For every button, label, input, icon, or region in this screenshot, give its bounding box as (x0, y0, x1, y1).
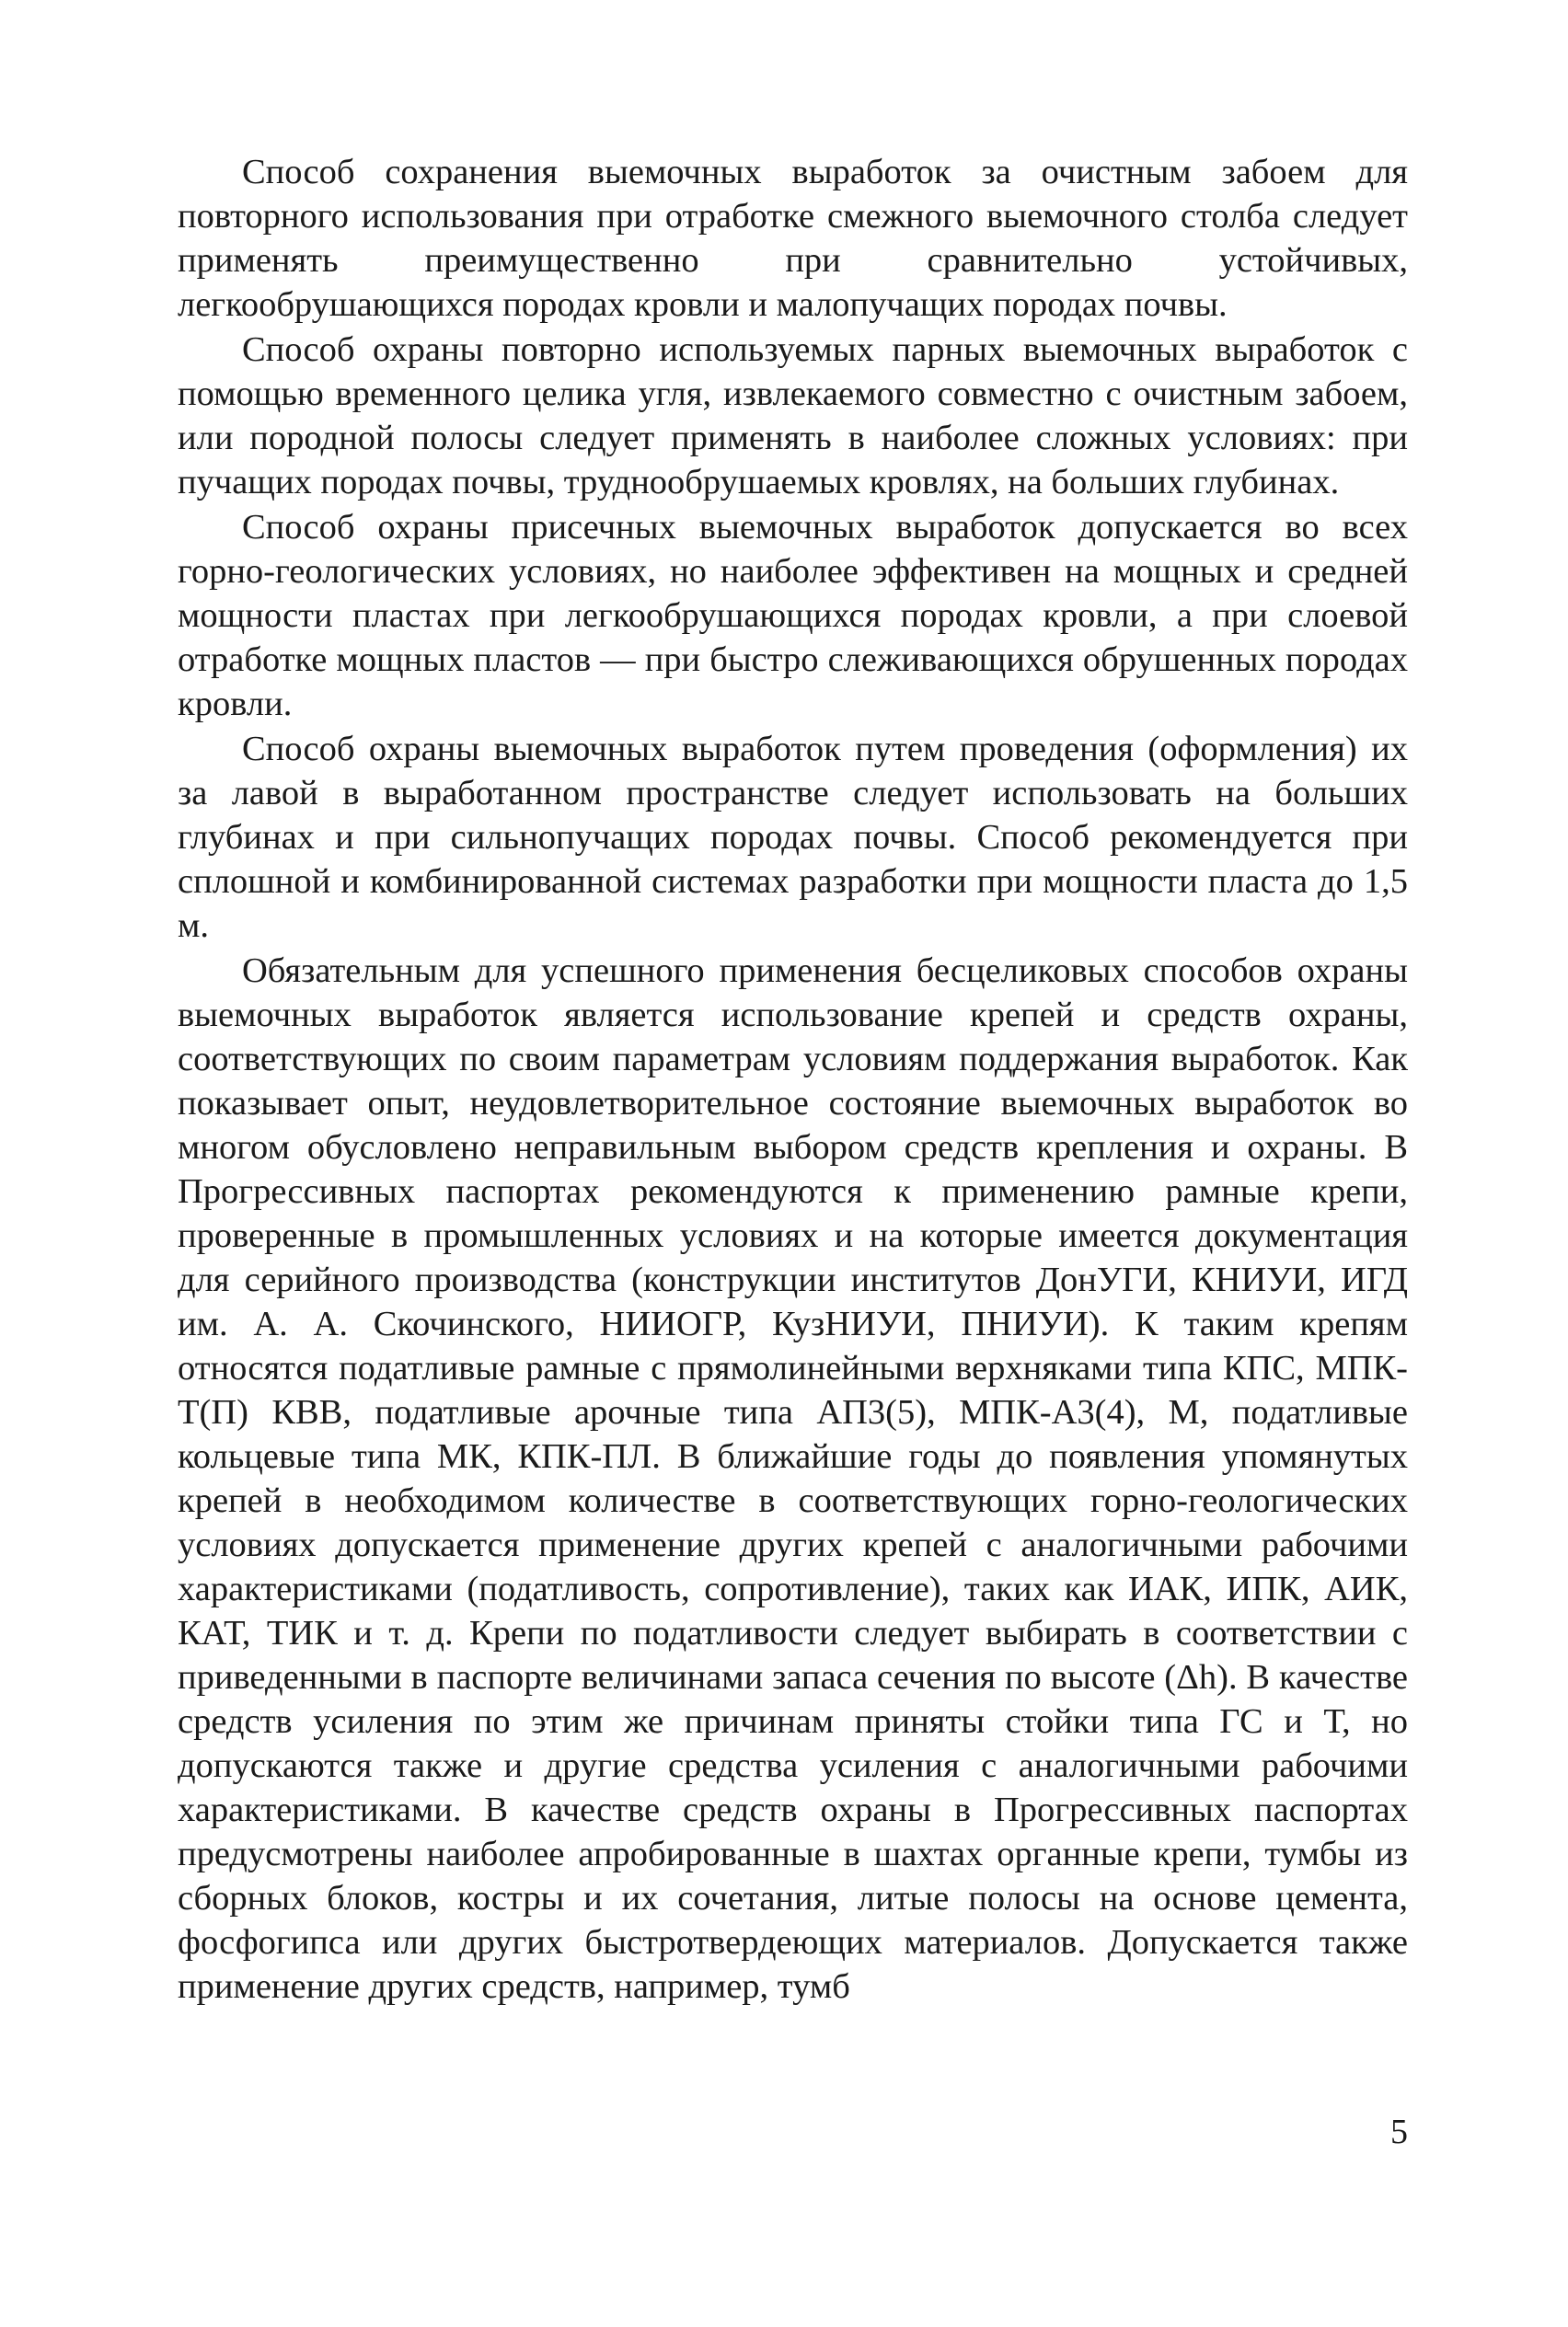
page-number: 5 (1390, 2113, 1408, 2151)
paragraph-1: Способ сохранения выемочных выработок за очистным забоем для повторного использования при отработке смежного выемочного столба следует применять преимущественно при сравнительно устойчивых, легкообрушающихся породах кровли и малопучащих породах почвы. (178, 153, 1408, 324)
paragraph-4: Способ охраны выемочных выработок путем проведения (оформления) их за лавой в выработанном пространстве следует использовать на больших глубинах и при сильнопучащих породах почвы. Способ рекомендуется при сплошной и комбинированной системах разработки при мощности пласта до 1,5 м. (178, 730, 1408, 945)
paragraph-2: Способ охраны повторно используемых парных выемочных выработок с помощью временного целика угля, извлекаемого совместно с очистным забоем, или породной полосы следует применять в наиболее сложных условиях: при пучащих породах почвы, труднообрушаемых кровлях, на больших глубинах. (178, 330, 1408, 501)
page-body (178, 150, 1408, 2009)
paragraph-5: Обязательным для успешного применения бесцеликовых способов охраны выемочных выработок является использование крепей и средств охраны, соответствующих по своим параметрам условиям поддержания выработок. Как показывает опыт, неудовлетворительное состояние выемочных выработок во многом обусловлено неправильным выбором средств крепления и охраны. В Прогрессивных паспортах рекомендуются к применению рамные крепи, проверенные в промышленных условиях и на которые имеется документация для серийного производства (конструкции институтов ДонУГИ, КНИУИ, ИГД им. А. А. Скочинского, НИИОГР, КузНИУИ, ПНИУИ). К таким крепям относятся податливые рамные с прямолинейными верхняками типа КПС, МПК-Т(П) КВВ, податливые арочные типа АП3(5), МПК-А3(4), М, податливые кольцевые типа МК, КПК-ПЛ. В ближайшие годы до появления упомянутых крепей в необходимом количестве в соответствующих горно-геологических условиях допускается применение других крепей с аналогичными рабочими характеристиками (податливость, сопротивление), таких как ИАК, ИПК, АИК, КАТ, ТИК и т. д. Крепи по податливости следует выбирать в соответствии с приведенными в паспорте величинами запаса сечения по высоте (Δh). В качестве средств усиления по этим же причинам приняты стойки типа ГС и Т, но допускаются также и другие средства усиления с аналогичными рабочими характеристиками. В качестве средств охраны в Прогрессивных паспортах предусмотрены наиболее апробированные в шахтах органные крепи, тумбы из сборных блоков, костры и их сочетания, литые полосы на основе цемента, фосфогипса или других быстротвердеющих материалов. Допускается также применение других средств, например, тумб (178, 951, 1408, 2006)
paragraph-3: Способ охраны присечных выемочных выработок допускается во всех горно-геологических условиях, но наиболее эффективен на мощных и средней мощности пластах при легкообрушающихся породах кровли, а при слоевой отработке мощных пластов — при быстро слеживающихся обрушенных породах кровли. (178, 508, 1408, 723)
